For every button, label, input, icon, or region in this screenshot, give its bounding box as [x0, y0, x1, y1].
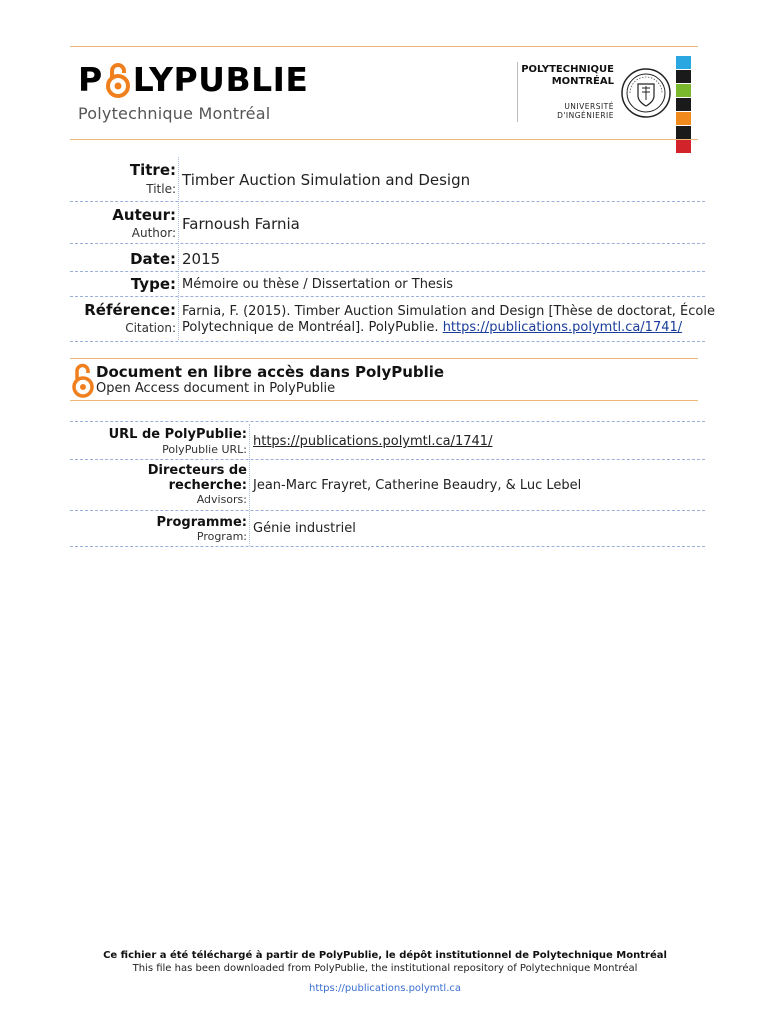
- open-access-top-rule: [70, 358, 698, 359]
- top-rule: [70, 46, 698, 47]
- separator: [70, 546, 705, 547]
- url-label-en: PolyPublie URL:: [162, 443, 247, 456]
- advisors-value: Jean-Marc Frayret, Catherine Beaudry, & Luc Lebel: [253, 478, 582, 493]
- date-value: 2015: [182, 250, 221, 268]
- reference-text: Polytechnique de Montréal]. PolyPublie.: [182, 320, 439, 335]
- color-swatch: [676, 112, 691, 125]
- type-value: Mémoire ou thèse / Dissertation or Thesis: [182, 277, 454, 292]
- header-divider: [517, 62, 518, 122]
- url-label: URL de PolyPublie:: [108, 427, 247, 442]
- color-swatch: [676, 140, 691, 153]
- poly-name-line1: POLYTECHNIQUE: [521, 64, 614, 75]
- poly-uni-line2: D'INGÉNIERIE: [557, 111, 614, 120]
- open-access-bottom-rule: [70, 400, 698, 401]
- reference-label: Référence:: [84, 301, 176, 319]
- title-value: Timber Auction Simulation and Design: [182, 171, 471, 189]
- open-access-title: Document en libre accès dans PolyPublie: [96, 363, 445, 381]
- polytechnique-wordmark: [519, 64, 614, 120]
- program-label-en: Program:: [196, 530, 247, 543]
- reference-line-2: [182, 319, 682, 336]
- advisors-label-en: Advisors:: [196, 493, 247, 506]
- details-divider: [249, 424, 250, 546]
- title-label: Titre:: [129, 161, 176, 179]
- reference-line-1: Farnia, F. (2015). Timber Auction Simulation and Design [Thèse de doctorat, École: [182, 304, 715, 319]
- color-swatch: [676, 98, 691, 111]
- footer-notice-en: This file has been downloaded from PolyPublie, the institutional repository of Polytechnique Montréal: [132, 963, 638, 974]
- date-label: Date:: [130, 250, 176, 268]
- program-label: Programme:: [156, 515, 247, 530]
- footer-link-row: [0, 983, 770, 994]
- poly-name-line2: MONTRÉAL: [551, 76, 614, 87]
- author-label-en: Author:: [131, 226, 176, 240]
- footer-notice-fr: Ce fichier a été téléchargé à partir de PolyPublie, le dépôt institutionnel de Polytechnique Montréal: [103, 950, 667, 961]
- advisors-label-line2: recherche:: [168, 478, 247, 493]
- author-label: Auteur:: [112, 206, 176, 224]
- reference-label-en: Citation:: [125, 321, 176, 335]
- color-swatch: [676, 126, 691, 139]
- polypublie-url-link[interactable]: https://publications.polymtl.ca/1741/: [253, 434, 493, 449]
- separator: [70, 243, 705, 244]
- program-value: Génie industriel: [253, 521, 356, 536]
- separator: [70, 271, 705, 272]
- separator: [70, 459, 705, 460]
- logo-subtitle: Polytechnique Montréal: [78, 104, 271, 123]
- author-value: Farnoush Farnia: [182, 215, 300, 233]
- header-bottom-rule: [70, 139, 698, 140]
- logo-letter-p: P: [78, 60, 103, 99]
- color-swatch: [676, 84, 691, 97]
- separator: [70, 296, 705, 297]
- open-access-lock-icon: [104, 62, 132, 98]
- label-divider: [178, 157, 179, 340]
- separator: [70, 421, 705, 422]
- title-label-en: Title:: [146, 182, 176, 196]
- polytechnique-seal-icon: [620, 64, 672, 122]
- separator: [70, 341, 705, 342]
- logo-word-rest: LYPUBLIE: [132, 60, 309, 99]
- separator: [70, 510, 705, 511]
- open-access-icon: [71, 362, 95, 398]
- poly-uni-line1: UNIVERSITÉ: [564, 102, 614, 111]
- polypublie-logo: [78, 62, 308, 123]
- footer-repository-link[interactable]: https://publications.polymtl.ca: [308, 983, 461, 994]
- type-label: Type:: [130, 275, 176, 293]
- advisors-label-line1: Directeurs de: [147, 463, 247, 478]
- reference-link[interactable]: https://publications.polymtl.ca/1741/: [442, 320, 683, 335]
- separator: [70, 201, 705, 202]
- color-swatch: [676, 70, 691, 83]
- color-swatch: [676, 56, 691, 69]
- open-access-subtitle: Open Access document in PolyPublie: [96, 381, 336, 396]
